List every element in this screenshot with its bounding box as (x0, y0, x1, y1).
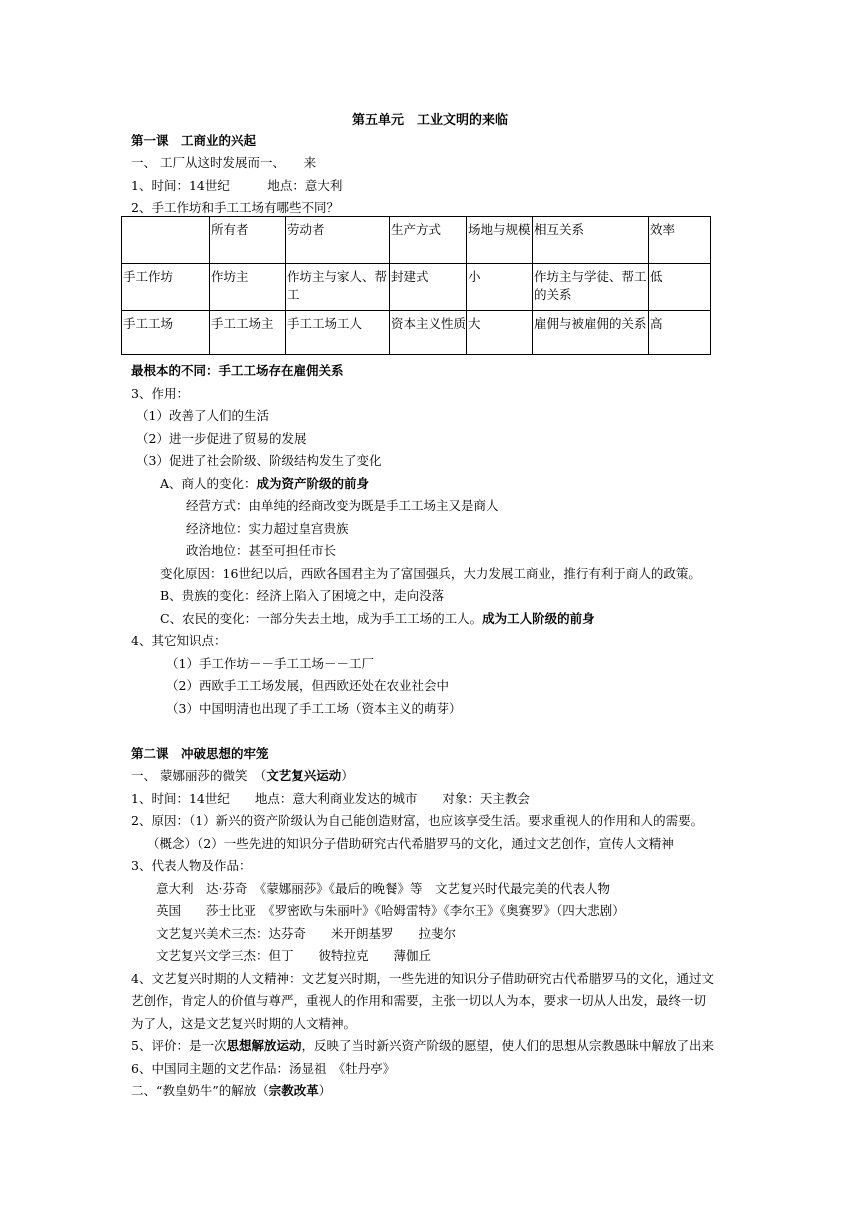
table-cell: 手工工场 (122, 311, 210, 355)
other-item-2: （2）西欧手工工场发展，但西欧还处在农业社会中 (166, 678, 449, 693)
lesson2-heading: 第二课 冲破思想的牢笼 (131, 746, 269, 761)
table-cell: 资本主义性质 (390, 311, 467, 355)
renaissance-label: 文艺复兴运动 (266, 768, 342, 783)
merchant-change-result: 成为资产阶级的前身 (256, 476, 370, 491)
table-cell: 雇佣与被雇佣的关系 (533, 311, 649, 355)
peasant-change-text: C、农民的变化：一部分失去土地，成为手工工场的工人。 (160, 611, 483, 626)
reformation-label: 宗教改革 (268, 1083, 319, 1098)
evaluation-rest: ，反映了当时新兴资产阶级的愿望，使人们的思想从宗教愚昧中解放了出来 (301, 1038, 714, 1053)
table-row (122, 264, 711, 311)
unit-title: 第五单元 工业文明的来临 (351, 113, 508, 128)
lesson1-heading: 第一课 工商业的兴起 (131, 133, 257, 148)
key-difference: 最根本的不同：手工工场存在雇佣关系 (131, 363, 344, 378)
table-header-cell: 劳动者 (286, 217, 390, 264)
merchant-economy: 经济地位：实力超过皇宫贵族 (186, 521, 349, 536)
effect-item-3: （3）促进了社会阶级、阶级结构发生了变化 (136, 453, 382, 468)
lesson2-line1 (131, 768, 354, 784)
table-cell: 低 (649, 264, 711, 311)
merchant-change-label: A、商人的变化： (160, 476, 257, 491)
table-cell: 作坊主与家人、帮工 (286, 264, 390, 311)
comparison-table (121, 216, 711, 355)
table-cell: 封建式 (390, 264, 467, 311)
table-header-cell: 相互关系 (533, 217, 649, 264)
table-cell: 高 (649, 311, 711, 355)
effect-title: 3、作用： (131, 386, 189, 401)
peasant-change (160, 611, 595, 627)
lesson2-cause-1: 2、原因：（1）新兴的资产阶级认为自己能创造财富，也应该享受生活。要求重视人的作用和人的需要。 (131, 813, 704, 828)
other-item-1: （1）手工作坊－－手工工场－－工厂 (166, 656, 374, 671)
lesson2-time: 1、时间：14世纪 地点：意大利商业发达的城市 对象：天主教会 (131, 791, 530, 806)
representative-england: 英国 莎士比亚 《罗密欧与朱丽叶》《哈姆雷特》《李尔王》《奥赛罗》（四大悲剧） (156, 903, 625, 918)
lesson1-line1: 一、 工厂从这时发展而一、 来 (131, 155, 317, 170)
art-masters: 文艺复兴美术三杰：达芬奇 米开朗基罗 拉斐尔 (156, 926, 457, 941)
table-header-cell: 所有者 (210, 217, 286, 264)
table-cell: 手工工场主 (210, 311, 286, 355)
table-row (122, 311, 711, 355)
representative-italy: 意大利 达·芬奇 《蒙娜丽莎》《最后的晚餐》等 文艺复兴时代最完美的代表人物 (156, 881, 610, 896)
table-header-row (122, 217, 711, 264)
table-cell: 手工作坊 (122, 264, 210, 311)
lesson2-line2-close: ） (318, 1083, 332, 1098)
table-cell: 作坊主 (210, 264, 286, 311)
other-title: 4、其它知识点： (131, 633, 227, 648)
other-item-3: （3）中国明清也出现了手工工场（资本主义的萌芽） (166, 701, 462, 716)
effect-item-1: （1）改善了人们的生活 (136, 408, 269, 423)
lesson2-line2-text: 二、“教皇奶牛”的解放（ (131, 1083, 269, 1098)
table-cell: 大 (467, 311, 533, 355)
merchant-business: 经营方式：由单纯的经商改变为既是手工工场主又是商人 (186, 498, 499, 513)
table-header-cell: 场地与规模 (467, 217, 533, 264)
table-cell: 小 (467, 264, 533, 311)
peasant-change-result: 成为工人阶级的前身 (482, 611, 595, 626)
lesson2-line1-text: 一、 蒙娜丽莎的微笑 （ (131, 768, 267, 783)
lesson2-line1-close: ） (341, 768, 354, 783)
evaluation (131, 1038, 714, 1054)
humanism-line-1: 4、文艺复兴时期的人文精神：文艺复兴时期，一些先进的知识分子借助研究古代希腊罗马的文化，通过文 (131, 971, 714, 986)
effect-item-2: （2）进一步促进了贸易的发展 (136, 431, 307, 446)
change-reason: 变化原因：16世纪以后，西欧各国君主为了富国强兵，大力发展工商业，推行有利于商人的政策。 (160, 566, 701, 581)
lesson1-line3: 2、手工作坊和手工工场有哪些不同？ (131, 200, 339, 215)
lesson2-cause-2: （概念）（2）一些先进的知识分子借助研究古代希腊罗马的文化，通过文艺创作，宣传人文精神 (147, 836, 674, 851)
humanism-line-3: 为了人，这是文艺复兴时期的人文精神。 (131, 1016, 357, 1031)
literature-masters: 文艺复兴文学三杰：但丁 彼特拉克 薄伽丘 (156, 948, 432, 963)
noble-change: B、贵族的变化：经济上陷入了困境之中，走向没落 (160, 588, 445, 603)
representatives-title: 3、代表人物及作品： (131, 858, 252, 873)
table-header-cell: 效率 (649, 217, 711, 264)
evaluation-highlight: 思想解放运动 (226, 1038, 302, 1053)
table-header-cell: 生产方式 (390, 217, 467, 264)
table-header-cell (122, 217, 210, 264)
merchant-politics: 政治地位：甚至可担任市长 (186, 543, 337, 558)
evaluation-text: 5、评价：是一次 (131, 1038, 227, 1053)
humanism-line-2: 艺创作，肯定人的价值与尊严，重视人的作用和需要，主张一切以人为本，要求一切从人出发，最终一切 (131, 993, 707, 1008)
china-work: 6、中国同主题的文艺作品：汤显祖 《牡丹亭》 (131, 1061, 396, 1076)
table-cell: 作坊主与学徒、帮工的关系 (533, 264, 649, 311)
lesson2-line2 (131, 1083, 331, 1099)
lesson1-line2: 1、时间：14世纪 地点：意大利 (131, 178, 343, 193)
merchant-change (160, 476, 369, 492)
table-cell: 手工工场工人 (286, 311, 390, 355)
